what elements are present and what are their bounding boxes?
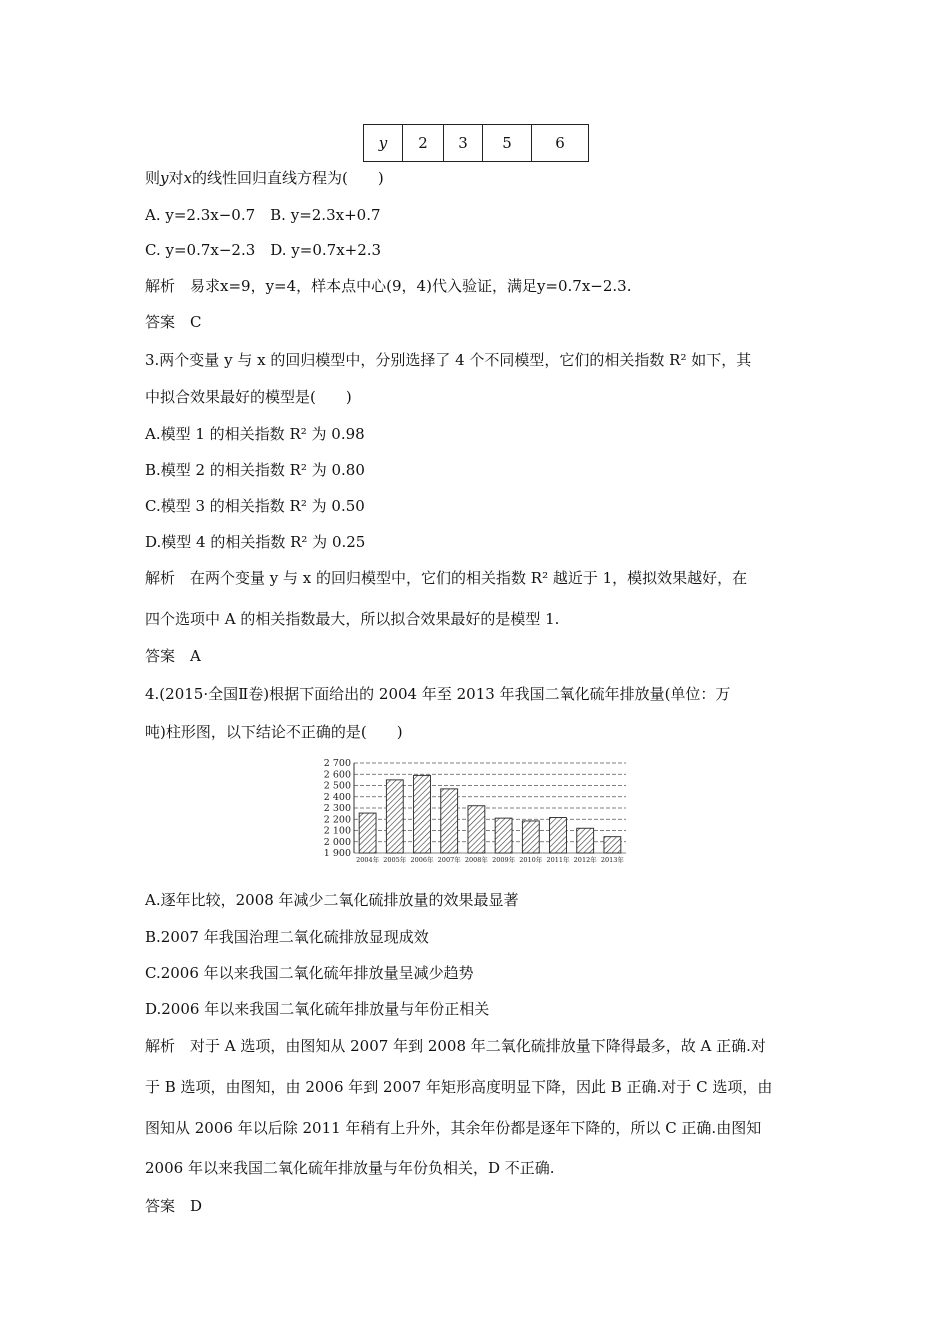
q3-option-c: C.模型 3 的相关指数 R² 为 0.50	[145, 497, 365, 515]
q2-options-cd: C. y=0.7x−2.3 D. y=0.7x+2.3	[145, 241, 382, 259]
q3-analysis-line1: 解析 在两个变量 y 与 x 的回归模型中，它们的相关指数 R² 越近于 1，模拟效果越好，在	[145, 569, 748, 587]
table-cell: 3	[444, 125, 483, 162]
x-tick-label: 2005年	[383, 856, 407, 864]
x-tick-label: 2008年	[464, 856, 488, 864]
y-tick-label: 2 500	[323, 780, 351, 792]
q4-analysis-line4: 2006 年以来我国二氧化硫年排放量与年份负相关，D 不正确.	[145, 1159, 555, 1177]
q3-stem-line1: 3.两个变量 y 与 x 的回归模型中，分别选择了 4 个不同模型，它们的相关指数 R² 如下，其	[145, 351, 752, 369]
q4-option-a: A.逐年比较，2008 年减少二氧化硫排放量的效果最显著	[145, 891, 519, 909]
bar	[495, 818, 512, 853]
q3-stem-line2: 中拟合效果最好的模型是( )	[145, 388, 352, 406]
q4-option-b: B.2007 年我国治理二氧化硫排放显现成效	[145, 928, 429, 946]
bar	[414, 775, 431, 853]
q4-analysis-line2: 于 B 选项，由图知，由 2006 年到 2007 年矩形高度明显下降，因此 B 正确.对于 C 选项，由	[145, 1078, 773, 1096]
bar	[441, 789, 458, 853]
x-tick-label: 2004年	[356, 856, 380, 864]
q2-stem: 则y对x的线性回归直线方程为( )	[145, 169, 384, 187]
emission-bar-chart	[318, 756, 632, 868]
q3-analysis-line2: 四个选项中 A 的相关指数最大，所以拟合效果最好的是模型 1.	[145, 610, 560, 628]
x-tick-label: 2009年	[492, 856, 516, 864]
q3-option-a: A.模型 1 的相关指数 R² 为 0.98	[145, 425, 365, 443]
q4-analysis-line3: 图知从 2006 年以后除 2011 年稍有上升外，其余年份都是逐年下降的，所以 C 正确.由图知	[145, 1119, 762, 1137]
y-tick-label: 2 400	[323, 791, 351, 803]
y-tick-label: 2 200	[323, 814, 351, 826]
data-table	[363, 124, 589, 162]
x-tick-label: 2007年	[437, 856, 461, 864]
x-tick-label: 2011年	[546, 856, 570, 864]
table-row	[364, 125, 589, 162]
q4-analysis-line1: 解析 对于 A 选项，由图知从 2007 年到 2008 年二氧化硫排放量下降得最多，故 A 正确.对	[145, 1037, 766, 1055]
q3-answer: 答案 A	[145, 647, 201, 665]
y-tick-label: 2 600	[323, 769, 351, 781]
bar	[522, 821, 539, 853]
bar	[386, 780, 403, 853]
table-cell: 2	[403, 125, 444, 162]
y-tick-label: 1 900	[323, 848, 351, 859]
bar	[550, 818, 567, 853]
bar	[604, 837, 621, 853]
table-cell: 5	[483, 125, 532, 162]
q3-option-d: D.模型 4 的相关指数 R² 为 0.25	[145, 533, 366, 551]
q4-stem-line1: 4.(2015·全国Ⅱ卷)根据下面给出的 2004 年至 2013 年我国二氧化硫年排放量(单位：万	[145, 685, 731, 703]
q4-option-d: D.2006 年以来我国二氧化硫年排放量与年份正相关	[145, 1000, 490, 1018]
q4-stem-line2: 吨)柱形图，以下结论不正确的是( )	[145, 723, 403, 741]
x-tick-label: 2012年	[573, 856, 597, 864]
q2-answer: 答案 C	[145, 313, 202, 331]
q4-option-c: C.2006 年以来我国二氧化硫年排放量呈减少趋势	[145, 964, 474, 982]
bar	[359, 813, 376, 853]
x-tick-label: 2006年	[410, 856, 434, 864]
x-tick-label: 2010年	[519, 856, 543, 864]
table-row-label: y	[364, 125, 403, 162]
bar	[577, 828, 594, 853]
q4-answer: 答案 D	[145, 1197, 203, 1215]
q2-analysis: 解析 易求x=9，y=4，样本点中心(9，4)代入验证，满足y=0.7x−2.3.	[145, 277, 632, 295]
q3-option-b: B.模型 2 的相关指数 R² 为 0.80	[145, 461, 365, 479]
y-tick-label: 2 000	[323, 836, 351, 848]
bar	[468, 806, 485, 853]
y-tick-label: 2 300	[323, 803, 351, 814]
table-cell: 6	[532, 125, 589, 162]
y-tick-label: 2 700	[323, 758, 351, 769]
x-tick-label: 2013年	[600, 856, 624, 864]
q2-options-ab: A. y=2.3x−0.7 B. y=2.3x+0.7	[145, 206, 381, 224]
y-tick-label: 2 100	[323, 825, 351, 837]
